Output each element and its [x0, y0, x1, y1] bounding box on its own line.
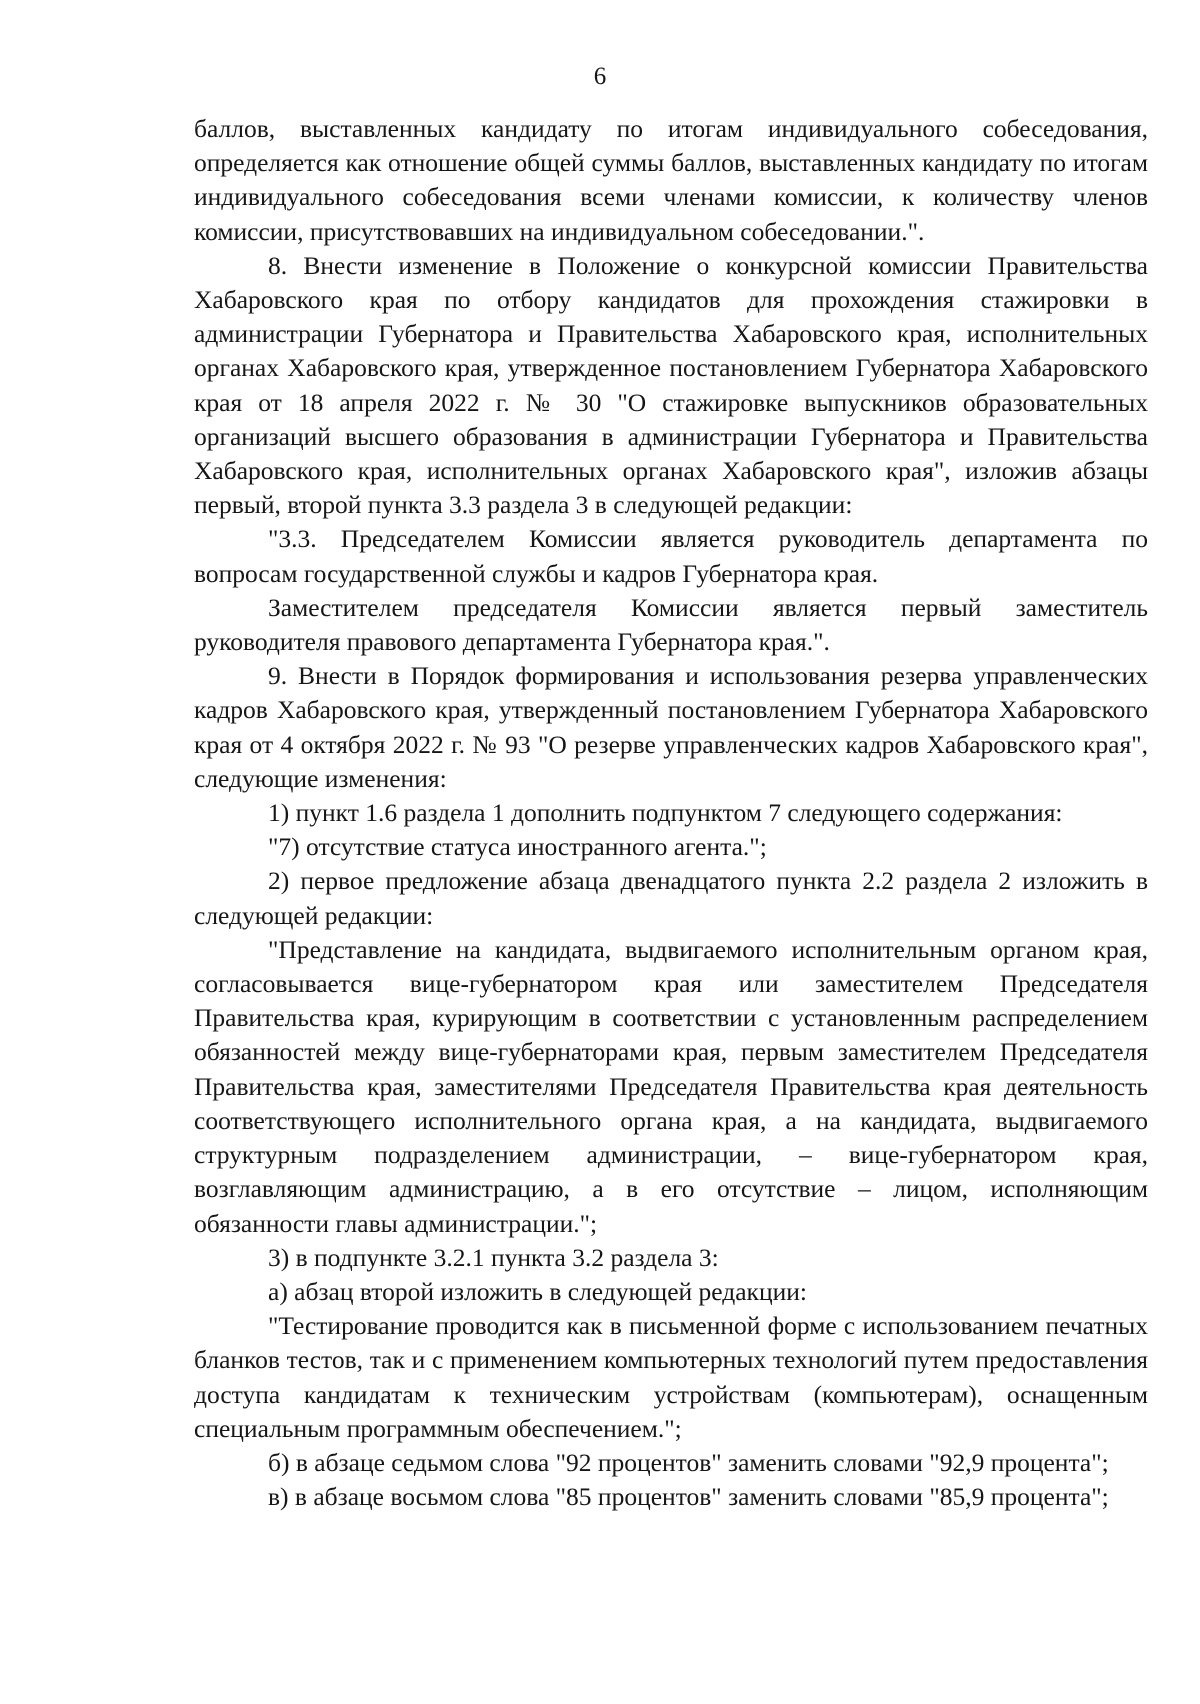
document-body	[194, 112, 1148, 1514]
paragraph-subitem-1: 1) пункт 1.6 раздела 1 дополнить подпунктом 7 следующего содержания:	[268, 798, 1063, 828]
paragraph-quote-3-3: "3.3. Председателем Комиссии является руководитель департамента по вопросам государственной службы и кадров Губернатора края.	[194, 524, 1148, 588]
paragraph-item-8: 8. Внести изменение в Положение о конкурсной комиссии Правительства Хабаровского края по отбору кандидатов для прохождения стажировки в администрации Губернатора и Правительства Хабаровского края, исполнительных органах Хабаровского края, утвержденное постановлением Губернатора Хабаровского края от 18 апреля 2022 г. № 30 "О стажировке выпускников образовательных организаций высшего образования в администрации Губернатора и Правительства Хабаровского края, исполнительных органах Хабаровского края", изложив абзацы первый, второй пункта 3.3 раздела 3 в следующей редакции:	[194, 250, 1148, 520]
paragraph-quote-7: "7) отсутствие статуса иностранного агента.";	[268, 832, 767, 862]
paragraph-subitem-2: 2) первое предложение абзаца двенадцатого пункта 2.2 раздела 2 изложить в следующей редакции:	[194, 866, 1148, 930]
paragraph-subitem-a: а) абзац второй изложить в следующей редакции:	[268, 1276, 807, 1306]
paragraph-item-9: 9. Внести в Порядок формирования и использования резерва управленческих кадров Хабаровского края, утвержденный постановлением Губернатора Хабаровского края от 4 октября 2022 г. № 93 "О резерве управленческих кадров Хабаровского края", следующие изменения:	[194, 661, 1148, 793]
page-number: 6	[593, 63, 607, 90]
paragraph-subitem-v: в) в абзаце восьмом слова "85 процентов" заменить словами "85,9 процента";	[268, 1482, 1109, 1512]
paragraph-deputy-chair: Заместителем председателя Комиссии является первый заместитель руководителя правового департамента Губернатора края.".	[194, 592, 1148, 657]
paragraph-quote-testing: "Тестирование проводится как в письменной форме с использованием печатных бланков тестов, так и с применением компьютерных технологий путем предоставления доступа кандидатам к техническим устройствам (компьютерам), оснащенным специальным программным обеспечением.";	[194, 1311, 1148, 1443]
paragraph-subitem-b: б) в абзаце седьмом слова "92 процентов" заменить словами "92,9 процента";	[268, 1447, 1109, 1477]
paragraph-continuation: баллов, выставленных кандидату по итогам индивидуального собеседования, определяется как отношение общей суммы баллов, выставленных кандидату по итогам индивидуального собеседования всеми членами комиссии, к количеству членов комиссии, присутствовавших на индивидуальном собеседовании.".	[194, 114, 1148, 246]
paragraph-quote-representation: "Представление на кандидата, выдвигаемого исполнительным органом края, согласовывается вице-губернатором края или заместителем Председателя Правительства края, курирующим в соответствии с установленным распределением обязанностей между вице-губернаторами края, первым заместителем Председателя Правительства края, заместителями Председателя Правительства края деятельность соответствующего исполнительного органа края, а на кандидата, выдвигаемого структурным подразделением администрации, – вице-губернатором края, возглавляющим администрацию, а в его отсутствие – лицом, исполняющим обязанности главы администрации.";	[194, 934, 1148, 1238]
paragraph-subitem-3: 3) в подпункте 3.2.1 пункта 3.2 раздела 3:	[268, 1242, 719, 1272]
